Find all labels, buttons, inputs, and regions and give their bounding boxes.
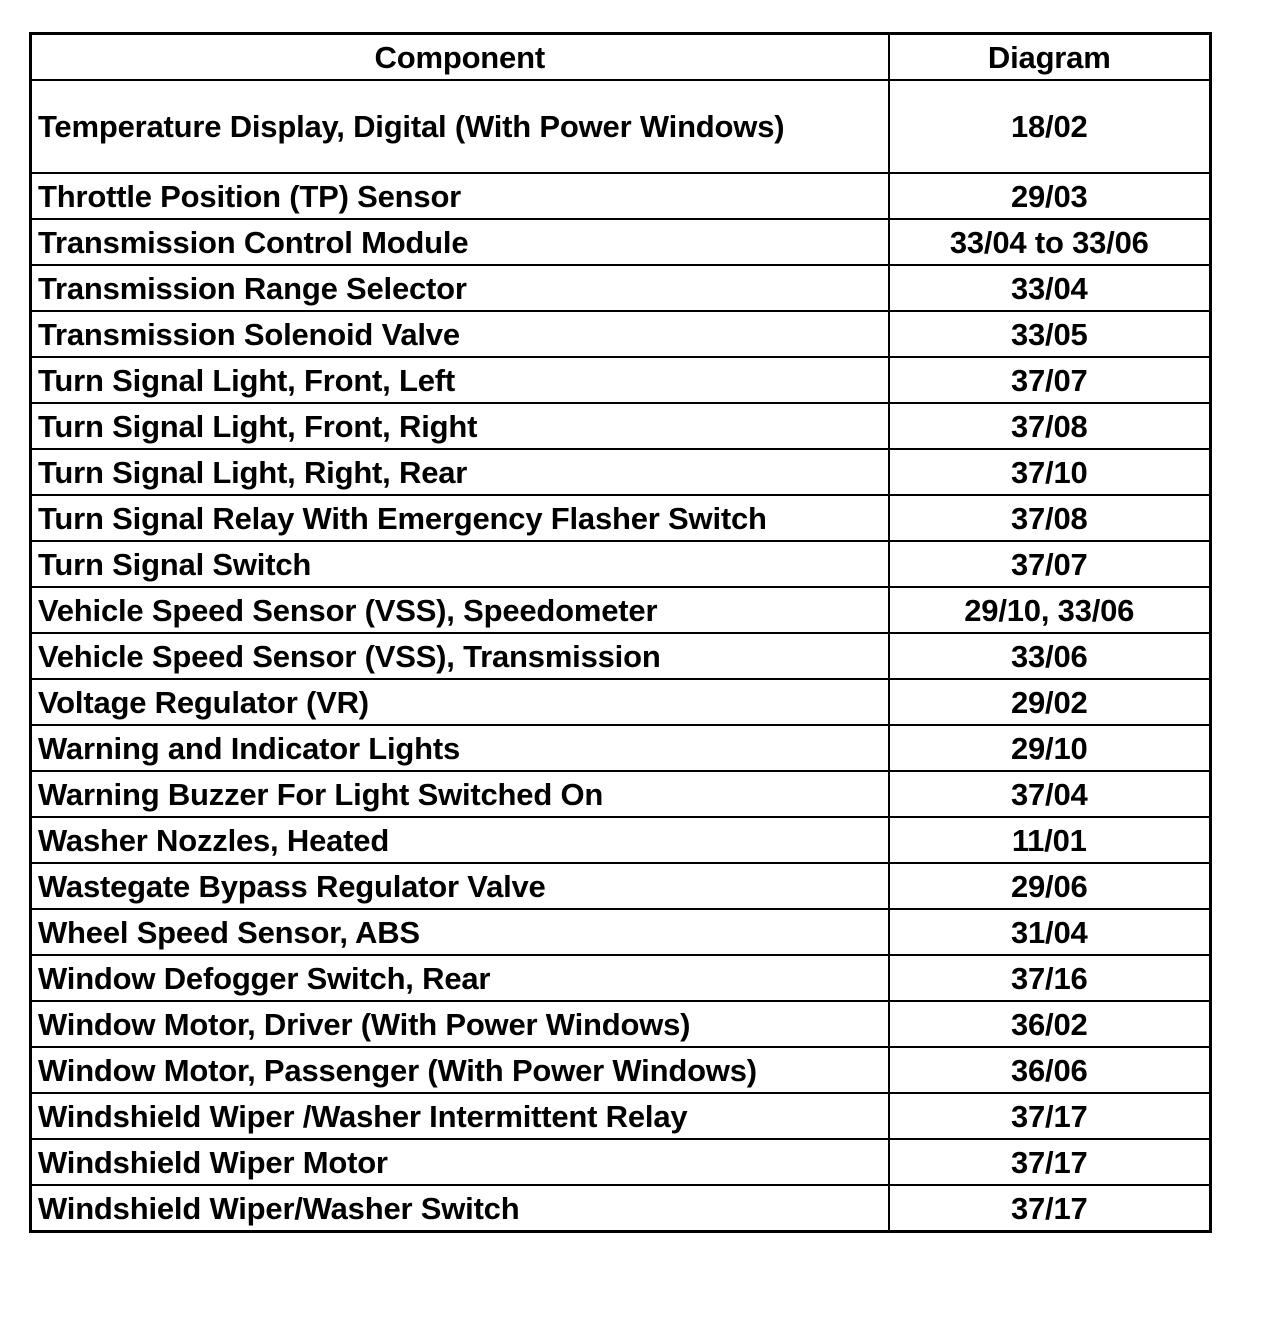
table-row [31,403,1211,449]
component-cell: Vehicle Speed Sensor (VSS), Speedometer [31,587,889,633]
component-cell: Window Motor, Passenger (With Power Windows) [31,1047,889,1093]
diagram-cell: 29/02 [889,679,1211,725]
table-row [31,541,1211,587]
table-row [31,771,1211,817]
diagram-cell: 37/04 [889,771,1211,817]
diagram-cell: 37/07 [889,541,1211,587]
table-row [31,1185,1211,1232]
component-cell: Windshield Wiper Motor [31,1139,889,1185]
table-row [31,679,1211,725]
table-row [31,495,1211,541]
diagram-cell: 37/17 [889,1093,1211,1139]
component-cell: Wheel Speed Sensor, ABS [31,909,889,955]
diagram-cell: 37/08 [889,403,1211,449]
diagram-cell: 37/07 [889,357,1211,403]
component-cell: Windshield Wiper /Washer Intermittent Relay [31,1093,889,1139]
diagram-cell: 37/16 [889,955,1211,1001]
component-diagram-table [29,32,1212,1233]
table-row [31,449,1211,495]
component-cell: Window Defogger Switch, Rear [31,955,889,1001]
diagram-cell: 33/06 [889,633,1211,679]
component-cell: Windshield Wiper/Washer Switch [31,1185,889,1232]
table-row [31,1047,1211,1093]
diagram-cell: 36/06 [889,1047,1211,1093]
diagram-cell: 37/08 [889,495,1211,541]
table-row [31,80,1211,173]
component-cell: Transmission Range Selector [31,265,889,311]
component-cell: Voltage Regulator (VR) [31,679,889,725]
component-cell: Throttle Position (TP) Sensor [31,173,889,219]
table-row [31,173,1211,219]
component-cell: Turn Signal Light, Front, Right [31,403,889,449]
table-row [31,863,1211,909]
diagram-cell: 29/10, 33/06 [889,587,1211,633]
table-row [31,265,1211,311]
diagram-cell: 11/01 [889,817,1211,863]
component-cell: Temperature Display, Digital (With Power Windows) [31,80,889,173]
column-header-diagram: Diagram [889,34,1211,81]
diagram-cell: 31/04 [889,909,1211,955]
component-cell: Transmission Control Module [31,219,889,265]
table-row [31,909,1211,955]
diagram-cell: 37/17 [889,1139,1211,1185]
component-cell: Window Motor, Driver (With Power Windows) [31,1001,889,1047]
component-cell: Vehicle Speed Sensor (VSS), Transmission [31,633,889,679]
table-row [31,1001,1211,1047]
table-row [31,219,1211,265]
diagram-cell: 36/02 [889,1001,1211,1047]
component-cell: Warning and Indicator Lights [31,725,889,771]
component-cell: Turn Signal Light, Front, Left [31,357,889,403]
component-cell: Turn Signal Relay With Emergency Flasher Switch [31,495,889,541]
table-row [31,587,1211,633]
component-cell: Warning Buzzer For Light Switched On [31,771,889,817]
diagram-cell: 37/17 [889,1185,1211,1232]
component-cell: Washer Nozzles, Heated [31,817,889,863]
diagram-cell: 33/04 [889,265,1211,311]
table-row [31,817,1211,863]
diagram-cell: 33/05 [889,311,1211,357]
column-header-component: Component [31,34,889,81]
table-row [31,357,1211,403]
diagram-cell: 18/02 [889,80,1211,173]
table-row [31,1139,1211,1185]
table-row [31,311,1211,357]
table-header-row [31,34,1211,81]
diagram-cell: 33/04 to 33/06 [889,219,1211,265]
component-cell: Wastegate Bypass Regulator Valve [31,863,889,909]
diagram-cell: 29/10 [889,725,1211,771]
component-cell: Transmission Solenoid Valve [31,311,889,357]
diagram-cell: 29/03 [889,173,1211,219]
diagram-cell: 37/10 [889,449,1211,495]
table-row [31,955,1211,1001]
diagram-cell: 29/06 [889,863,1211,909]
table-row [31,633,1211,679]
component-cell: Turn Signal Light, Right, Rear [31,449,889,495]
table-row [31,725,1211,771]
component-cell: Turn Signal Switch [31,541,889,587]
table-row [31,1093,1211,1139]
